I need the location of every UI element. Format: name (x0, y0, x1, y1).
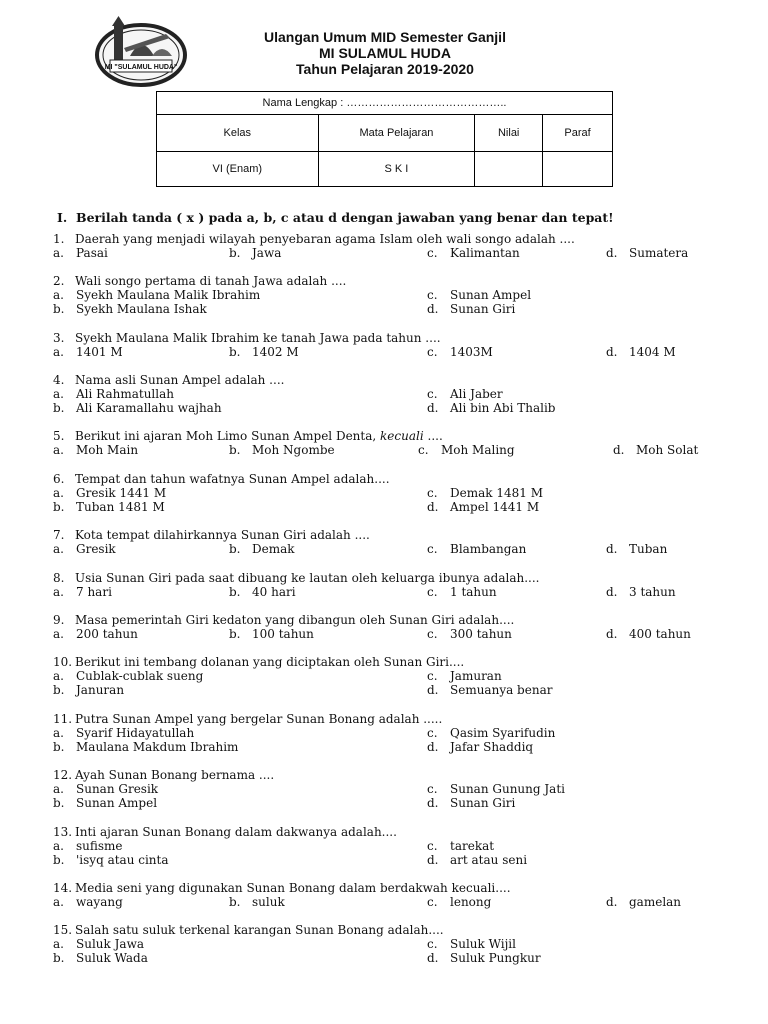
option-c[interactable] (427, 895, 491, 909)
option-c[interactable] (427, 246, 520, 260)
option-text: Maulana Makdum Ibrahim (76, 740, 239, 754)
question-text: Media seni yang digunakan Sunan Bonang dalam berdakwah kecuali.... (75, 881, 511, 895)
option-a[interactable] (53, 782, 158, 796)
question-text-emphasis: kecuali (380, 429, 424, 443)
option-text: 100 tahun (252, 627, 314, 641)
option-text: 'isyq atau cinta (76, 853, 169, 867)
option-letter: b. (229, 246, 241, 260)
option-text: Moh Maling (441, 443, 515, 457)
option-text: Moh Main (76, 443, 139, 457)
option-letter: b. (53, 500, 65, 514)
question-number: 8. (53, 571, 65, 585)
option-text: 1403M (450, 345, 493, 359)
option-text: tarekat (450, 839, 495, 853)
option-letter: d. (427, 740, 439, 754)
question-stem (53, 429, 443, 443)
option-text: suluk (252, 895, 285, 909)
option-text: Qasim Syarifudin (450, 726, 556, 740)
option-a[interactable] (53, 486, 166, 500)
option-letter: b. (53, 401, 65, 415)
option-text: 1 tahun (450, 585, 497, 599)
option-letter: a. (53, 542, 64, 556)
option-a[interactable] (53, 839, 123, 853)
option-d[interactable] (427, 302, 515, 316)
option-c[interactable] (427, 486, 543, 500)
option-b[interactable] (53, 951, 148, 965)
option-a[interactable] (53, 627, 138, 641)
options-row (53, 895, 682, 909)
option-letter: c. (427, 895, 438, 909)
question-text: Berikut ini ajaran Moh Limo Sunan Ampel Denta, (75, 429, 377, 443)
question-number: 6. (53, 472, 65, 486)
option-d[interactable] (606, 246, 688, 260)
question-text: Tempat dan tahun wafatnya Sunan Ampel adalah.... (75, 472, 390, 486)
question-text: Daerah yang menjadi wilayah penyebaran agama Islam oleh wali songo adalah .... (75, 232, 575, 246)
question-text: Ayah Sunan Bonang bernama .... (75, 768, 275, 782)
options-row (53, 443, 699, 457)
option-text: Moh Ngombe (252, 443, 335, 457)
option-text: wayang (76, 895, 123, 909)
options-row (53, 782, 565, 796)
header-paraf: Paraf (543, 115, 613, 152)
option-a[interactable] (53, 585, 112, 599)
question-text: Salah satu suluk terkenal karangan Sunan Bonang adalah.... (75, 923, 444, 937)
option-text: Ampel 1441 M (450, 500, 540, 514)
option-letter: c. (418, 443, 429, 457)
question-9 (53, 613, 691, 641)
question-text: Wali songo pertama di tanah Jawa adalah .... (75, 274, 347, 288)
question-stem (53, 571, 539, 585)
option-b[interactable] (229, 585, 296, 599)
option-text: Ali Karamallahu wajhah (76, 401, 222, 415)
question-stem (53, 331, 441, 345)
option-d[interactable] (613, 443, 698, 457)
header-kelas: Kelas (157, 115, 319, 152)
option-text: 400 tahun (629, 627, 691, 641)
options-row (53, 951, 541, 965)
option-d[interactable] (606, 542, 667, 556)
option-a[interactable] (53, 895, 123, 909)
instruction-text: Berilah tanda ( x ) pada a, b, c atau d dengan jawaban yang benar dan tepat! (76, 210, 614, 225)
option-text: Syekh Maulana Ishak (76, 302, 207, 316)
option-a[interactable] (53, 345, 123, 359)
option-c[interactable] (427, 345, 493, 359)
option-letter: c. (427, 627, 438, 641)
option-c[interactable] (427, 726, 555, 740)
option-text: lenong (450, 895, 492, 909)
option-text: Suluk Jawa (76, 937, 144, 951)
option-text: Blambangan (450, 542, 527, 556)
question-7 (53, 528, 668, 556)
option-text: 300 tahun (450, 627, 512, 641)
option-text: Demak (252, 542, 295, 556)
option-a[interactable] (53, 387, 174, 401)
option-text: Sunan Giri (450, 796, 516, 810)
option-letter: c. (427, 669, 438, 683)
option-letter: b. (229, 443, 241, 457)
option-c[interactable] (427, 627, 512, 641)
option-text: Jafar Shaddiq (450, 740, 534, 754)
question-number: 2. (53, 274, 65, 288)
option-d[interactable] (427, 951, 541, 965)
option-b[interactable] (229, 246, 281, 260)
option-text: Tuban 1481 M (76, 500, 165, 514)
option-b[interactable] (53, 302, 207, 316)
option-text: 1402 M (252, 345, 299, 359)
question-2 (53, 274, 532, 316)
question-3 (53, 331, 676, 359)
option-text: Tuban (629, 542, 668, 556)
options-row (53, 246, 689, 260)
option-letter: a. (53, 937, 64, 951)
question-8 (53, 571, 676, 599)
options-row (53, 669, 502, 683)
options-row (53, 726, 556, 740)
student-info-table (156, 91, 613, 187)
value-paraf[interactable] (543, 152, 613, 187)
option-c[interactable] (427, 937, 516, 951)
option-text: Januran (76, 683, 125, 697)
question-6 (53, 472, 543, 514)
option-letter: b. (229, 627, 241, 641)
options-row (53, 542, 668, 556)
option-letter: d. (606, 345, 618, 359)
instruction (57, 210, 614, 225)
options-row (53, 585, 676, 599)
option-letter: c. (427, 937, 438, 951)
option-a[interactable] (53, 937, 144, 951)
header-mata-pelajaran: Mata Pelajaran (318, 115, 475, 152)
option-letter: b. (53, 683, 65, 697)
options-row (53, 683, 553, 697)
option-d[interactable] (427, 401, 555, 415)
option-letter: c. (427, 387, 438, 401)
option-letter: c. (427, 542, 438, 556)
options-row (53, 627, 691, 641)
question-stem (53, 712, 442, 726)
option-letter: c. (427, 246, 438, 260)
option-letter: b. (229, 345, 241, 359)
option-text: Moh Solat (636, 443, 699, 457)
option-letter: b. (53, 302, 65, 316)
option-a[interactable] (53, 726, 194, 740)
question-10 (53, 655, 553, 697)
value-nilai[interactable] (475, 152, 543, 187)
option-letter: c. (427, 288, 438, 302)
option-letter: d. (606, 895, 618, 909)
option-text: gamelan (629, 895, 682, 909)
option-text: Gresik 1441 M (76, 486, 167, 500)
option-letter: c. (427, 585, 438, 599)
exam-header (200, 29, 570, 77)
option-a[interactable] (53, 669, 203, 683)
option-letter: b. (53, 951, 65, 965)
option-text: Ali Jaber (450, 387, 503, 401)
options-row (53, 853, 528, 867)
question-14 (53, 881, 682, 909)
option-text: Cublak-cublak sueng (76, 669, 204, 683)
option-letter: d. (427, 683, 439, 697)
question-stem (53, 232, 575, 246)
question-stem (53, 881, 511, 895)
option-letter: a. (53, 246, 64, 260)
option-text: Suluk Wada (76, 951, 148, 965)
option-text: 3 tahun (629, 585, 676, 599)
option-b[interactable] (53, 853, 169, 867)
question-stem (53, 528, 370, 542)
option-c[interactable] (427, 782, 565, 796)
option-letter: d. (606, 246, 618, 260)
option-text: Sunan Ampel (76, 796, 158, 810)
options-row (53, 839, 495, 853)
question-12 (53, 768, 565, 810)
option-text: Syarif Hidayatullah (76, 726, 195, 740)
question-15 (53, 923, 541, 965)
option-c[interactable] (427, 839, 494, 853)
option-letter: d. (427, 401, 439, 415)
option-letter: a. (53, 895, 64, 909)
logo-caption: MI "SULAMUL HUDA" (104, 64, 178, 71)
option-a[interactable] (53, 443, 138, 457)
option-c[interactable] (427, 542, 526, 556)
question-4 (53, 373, 556, 415)
option-text: Sunan Giri (450, 302, 516, 316)
value-kelas: VI (Enam) (157, 152, 319, 187)
option-text: 1404 M (629, 345, 676, 359)
option-letter: d. (427, 500, 439, 514)
question-stem (53, 373, 284, 387)
option-c[interactable] (427, 585, 497, 599)
question-text: Syekh Maulana Malik Ibrahim ke tanah Jawa pada tahun .... (75, 331, 441, 345)
question-number: 3. (53, 331, 65, 345)
options-row (53, 796, 516, 810)
option-letter: c. (427, 726, 438, 740)
school-logo (92, 12, 190, 92)
question-stem (53, 768, 274, 782)
option-letter: a. (53, 387, 64, 401)
question-5 (53, 429, 699, 457)
option-letter: a. (53, 486, 64, 500)
option-b[interactable] (53, 796, 157, 810)
question-1 (53, 232, 689, 260)
question-text: Kota tempat dilahirkannya Sunan Giri adalah .... (75, 528, 370, 542)
option-letter: b. (53, 796, 65, 810)
question-text: Inti ajaran Sunan Bonang dalam dakwanya adalah.... (75, 825, 397, 839)
option-letter: c. (427, 345, 438, 359)
option-d[interactable] (606, 585, 676, 599)
option-letter: b. (229, 585, 241, 599)
option-text: 1401 M (76, 345, 123, 359)
name-field[interactable]: Nama Lengkap : …………………………………….. (157, 92, 613, 115)
option-letter: b. (229, 895, 241, 909)
question-stem (53, 923, 444, 937)
option-d[interactable] (427, 796, 515, 810)
option-letter: c. (427, 839, 438, 853)
option-text: Sunan Gresik (76, 782, 159, 796)
question-number: 1. (53, 232, 65, 246)
question-stem (53, 274, 346, 288)
option-letter: c. (427, 782, 438, 796)
option-c[interactable] (418, 443, 515, 457)
question-text: Usia Sunan Giri pada saat dibuang ke lautan oleh keluarga ibunya adalah.... (75, 571, 540, 585)
option-text: Demak 1481 M (450, 486, 543, 500)
options-row (53, 740, 534, 754)
options-row (53, 387, 503, 401)
option-letter: b. (53, 740, 65, 754)
option-b[interactable] (53, 401, 222, 415)
option-text: 200 tahun (76, 627, 138, 641)
option-b[interactable] (229, 542, 295, 556)
option-text: 40 hari (252, 585, 296, 599)
option-d[interactable] (606, 895, 681, 909)
section-number: I. (57, 210, 68, 225)
option-letter: a. (53, 839, 64, 853)
option-letter: d. (427, 951, 439, 965)
question-stem (53, 655, 464, 669)
options-row (53, 937, 516, 951)
option-text: art atau seni (450, 853, 528, 867)
option-b[interactable] (229, 895, 285, 909)
option-letter: a. (53, 726, 64, 740)
option-b[interactable] (229, 627, 314, 641)
question-number: 5. (53, 429, 65, 443)
option-c[interactable] (427, 387, 503, 401)
question-text: Putra Sunan Ampel yang bergelar Sunan Bonang adalah ..... (75, 712, 443, 726)
question-number: 11. (53, 712, 73, 726)
option-letter: d. (427, 796, 439, 810)
options-row (53, 288, 532, 302)
option-text: 7 hari (76, 585, 112, 599)
option-d[interactable] (606, 345, 676, 359)
question-stem (53, 825, 397, 839)
option-text: Kalimantan (450, 246, 520, 260)
option-a[interactable] (53, 542, 116, 556)
option-letter: a. (53, 443, 64, 457)
option-letter: a. (53, 669, 64, 683)
option-letter: d. (606, 585, 618, 599)
options-row (53, 401, 556, 415)
question-number: 4. (53, 373, 65, 387)
option-letter: d. (613, 443, 625, 457)
option-letter: a. (53, 345, 64, 359)
options-row (53, 500, 540, 514)
question-text: Nama asli Sunan Ampel adalah .... (75, 373, 285, 387)
question-11 (53, 712, 556, 754)
option-letter: d. (427, 853, 439, 867)
option-text: Suluk Wijil (450, 937, 516, 951)
header-nilai: Nilai (475, 115, 543, 152)
question-number: 10. (53, 655, 73, 669)
option-letter: d. (427, 302, 439, 316)
academic-year: Tahun Pelajaran 2019-2020 (296, 61, 474, 77)
option-text: Pasai (76, 246, 108, 260)
question-number: 12. (53, 768, 73, 782)
value-mata-pelajaran: S K I (318, 152, 475, 187)
option-text: sufisme (76, 839, 123, 853)
option-d[interactable] (427, 500, 539, 514)
options-row (53, 345, 676, 359)
options-row (53, 302, 516, 316)
option-letter: a. (53, 627, 64, 641)
question-number: 9. (53, 613, 65, 627)
option-letter: a. (53, 288, 64, 302)
options-row (53, 486, 543, 500)
option-c[interactable] (427, 288, 531, 302)
option-text: Semuanya benar (450, 683, 553, 697)
option-d[interactable] (427, 683, 552, 697)
question-number: 13. (53, 825, 73, 839)
option-b[interactable] (229, 443, 335, 457)
question-number: 7. (53, 528, 65, 542)
option-b[interactable] (229, 345, 299, 359)
question-text: Masa pemerintah Giri kedaton yang dibangun oleh Sunan Giri adalah.... (75, 613, 515, 627)
option-d[interactable] (606, 627, 691, 641)
option-b[interactable] (53, 740, 238, 754)
option-text: Ali Rahmatullah (76, 387, 174, 401)
option-letter: d. (606, 627, 618, 641)
option-text: Jawa (252, 246, 282, 260)
option-text: Gresik (76, 542, 116, 556)
option-letter: c. (427, 486, 438, 500)
option-a[interactable] (53, 246, 108, 260)
option-d[interactable] (427, 853, 527, 867)
option-c[interactable] (427, 669, 502, 683)
option-text: Sumatera (629, 246, 689, 260)
school-name: MI SULAMUL HUDA (319, 45, 451, 61)
question-stem (53, 472, 390, 486)
option-letter: b. (53, 853, 65, 867)
option-text: Sunan Ampel (450, 288, 532, 302)
exam-title: Ulangan Umum MID Semester Ganjil (264, 29, 506, 45)
option-text: Suluk Pungkur (450, 951, 541, 965)
option-d[interactable] (427, 740, 533, 754)
option-letter: b. (229, 542, 241, 556)
option-text: Sunan Gunung Jati (450, 782, 565, 796)
question-text-tail: .... (427, 429, 443, 443)
option-a[interactable] (53, 288, 260, 302)
option-text: Ali bin Abi Thalib (450, 401, 556, 415)
option-text: Jamuran (450, 669, 502, 683)
question-text: Berikut ini tembang dolanan yang diciptakan oleh Sunan Giri.... (75, 655, 465, 669)
option-letter: a. (53, 782, 64, 796)
question-13 (53, 825, 528, 867)
option-letter: a. (53, 585, 64, 599)
option-text: Syekh Maulana Malik Ibrahim (76, 288, 261, 302)
option-b[interactable] (53, 683, 124, 697)
question-number: 14. (53, 881, 73, 895)
question-number: 15. (53, 923, 73, 937)
question-stem (53, 613, 514, 627)
option-b[interactable] (53, 500, 165, 514)
option-letter: d. (606, 542, 618, 556)
